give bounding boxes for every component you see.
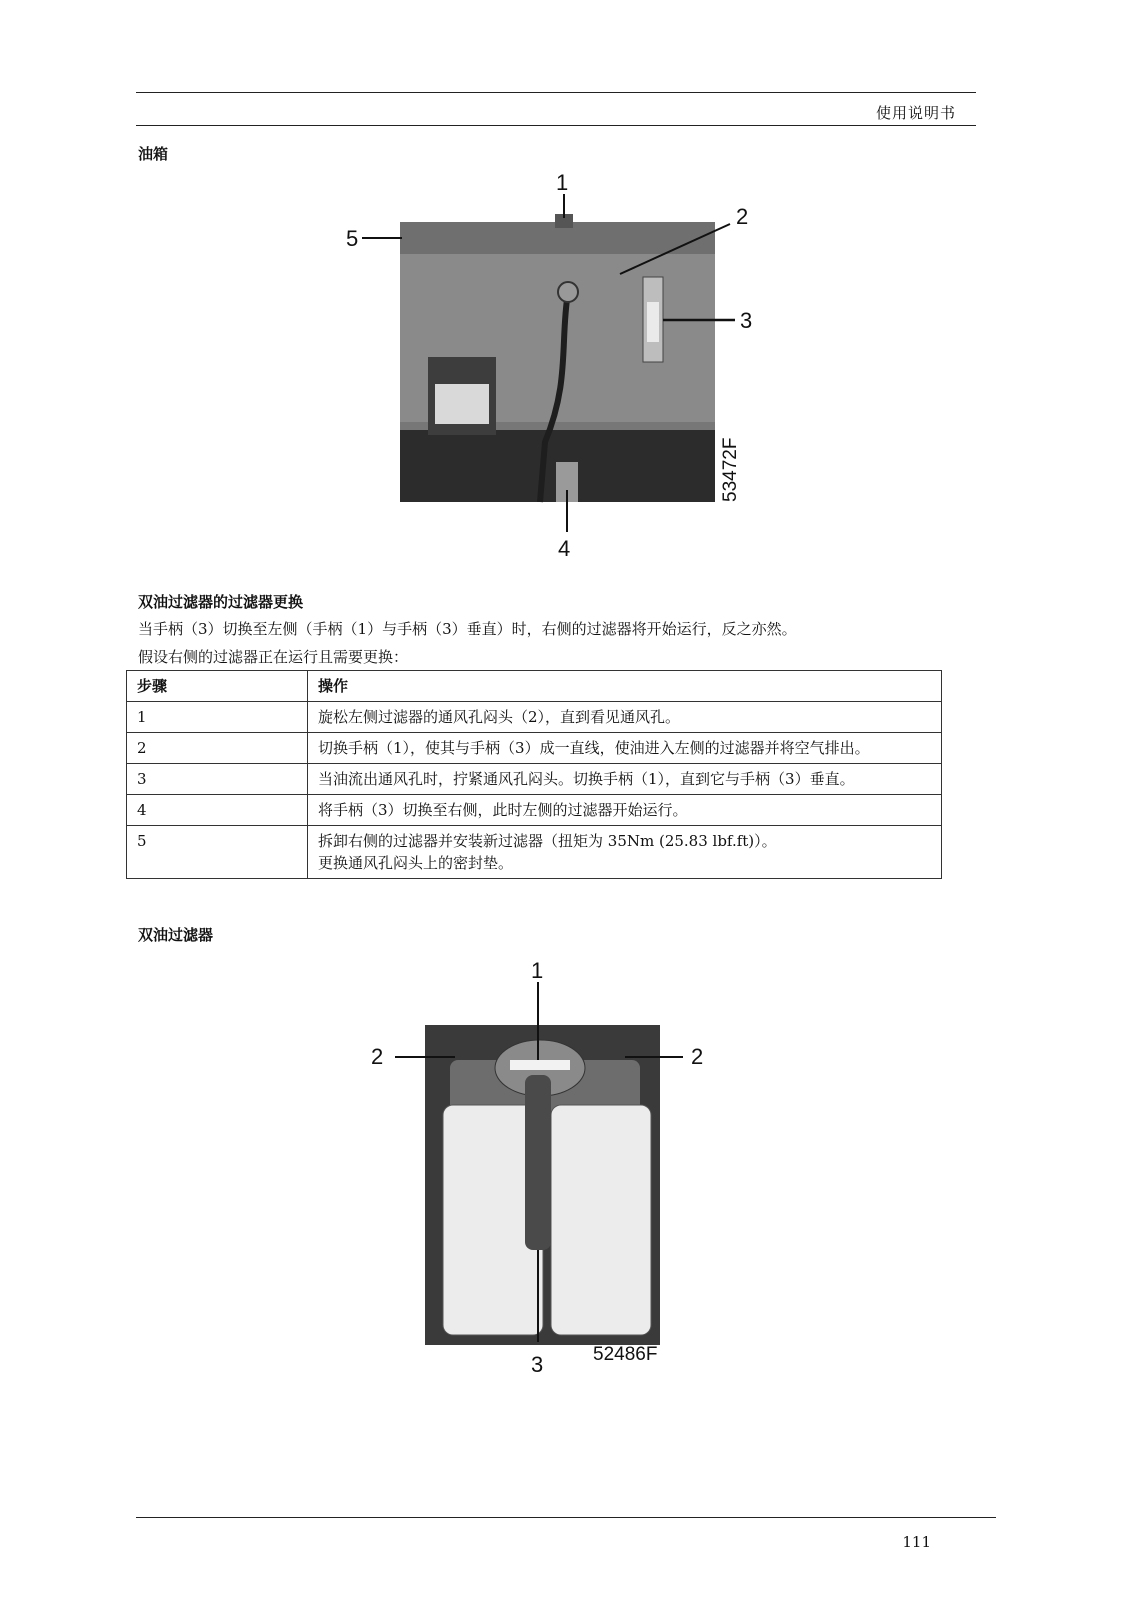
footer-rule: [136, 1517, 996, 1518]
figure-code: 52486F: [593, 1344, 658, 1365]
header-top-rule: [136, 92, 976, 93]
step-action: 当油流出通风孔时，拧紧通风孔闷头。切换手柄（1），直到它与手柄（3）垂直。: [308, 764, 942, 795]
callout-2-right: 2: [691, 1044, 704, 1069]
step-action-line: 拆卸右侧的过滤器并安装新过滤器（扭矩为 35Nm (25.83 lbf.ft)）。: [318, 832, 777, 850]
header-action: 操作: [308, 671, 942, 702]
header-title: 使用说明书: [875, 104, 956, 122]
step-action-multi: [308, 826, 942, 879]
step-action: 旋松左侧过滤器的通风孔闷头（2），直到看见通风孔。: [308, 702, 942, 733]
steps-table: [126, 670, 942, 879]
section-title-oil-tank: 油箱: [138, 145, 169, 163]
callout-3: 3: [740, 308, 753, 333]
step-number: 1: [127, 702, 308, 733]
step-action: 将手柄（3）切换至右侧，此时左侧的过滤器开始运行。: [308, 795, 942, 826]
table-row: [127, 826, 942, 879]
callout-2-left: 2: [371, 1044, 384, 1069]
section-title-filter-replacement: 双油过滤器的过滤器更换: [138, 593, 304, 611]
page-number: 111: [902, 1533, 931, 1551]
callout-1: 1: [556, 172, 569, 195]
dual-oil-filter-figure: [355, 960, 735, 1430]
header-step: 步骤: [127, 671, 308, 702]
table-row: [127, 733, 942, 764]
step-action: 切换手柄（1），使其与手柄（3）成一直线，使油进入左侧的过滤器并将空气排出。: [308, 733, 942, 764]
step-number: 3: [127, 764, 308, 795]
step-number: 5: [127, 826, 308, 879]
section-title-dual-oil-filter: 双油过滤器: [138, 926, 214, 944]
oil-tank-figure: [340, 172, 800, 572]
step-number: 4: [127, 795, 308, 826]
paragraph-assumption: 假设右侧的过滤器正在运行且需要更换：: [138, 648, 409, 666]
callout-4: 4: [558, 536, 571, 561]
table-row: [127, 764, 942, 795]
paragraph-handle-switch: 当手柄（3）切换至左侧（手柄（1）与手柄（3）垂直）时，右侧的过滤器将开始运行，反之亦然。: [138, 620, 797, 638]
header-bottom-rule: [136, 125, 976, 126]
table-header-row: [127, 671, 942, 702]
callout-2: 2: [736, 204, 749, 229]
callout-3: 3: [531, 1352, 544, 1377]
step-action-line: 更换通风孔闷头上的密封垫。: [318, 854, 514, 872]
callout-1: 1: [531, 960, 544, 983]
table-row: [127, 795, 942, 826]
step-number: 2: [127, 733, 308, 764]
table-row: [127, 702, 942, 733]
callout-5: 5: [346, 226, 359, 251]
figure-code: 53472F: [720, 437, 741, 502]
